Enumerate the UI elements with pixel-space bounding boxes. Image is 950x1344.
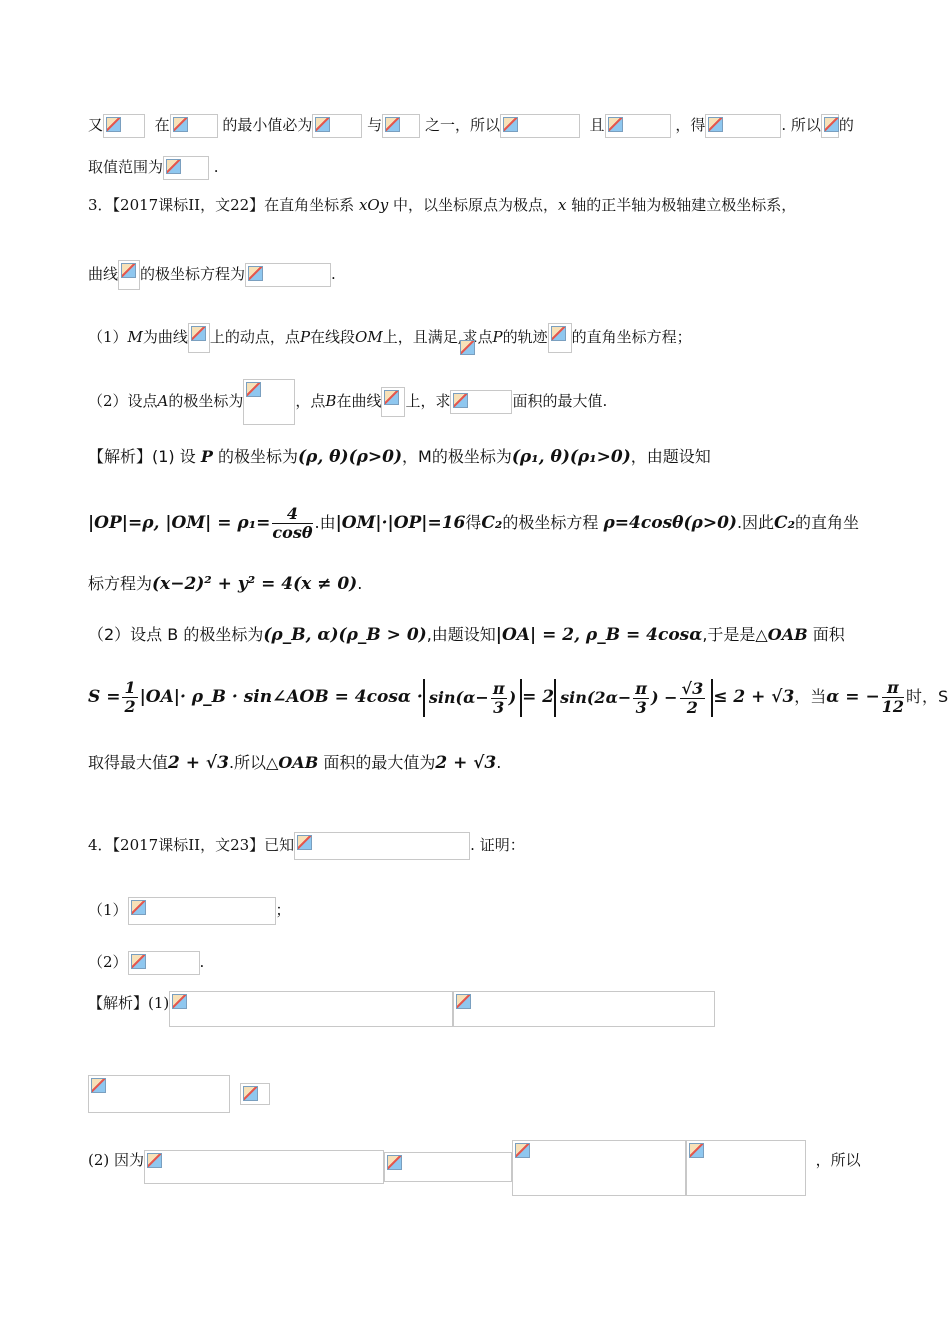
- text: .所以△: [228, 753, 279, 772]
- formula-image: [128, 897, 276, 925]
- text: 之一，所以: [424, 116, 500, 134]
- text: 的直角坐: [795, 513, 860, 532]
- text: . 所以: [781, 116, 821, 134]
- text: 上的动点，点: [209, 328, 300, 346]
- solution-3-line-5: [88, 672, 948, 722]
- text: ，得: [675, 116, 706, 134]
- numerator: π: [635, 678, 647, 698]
- abs-bars: [554, 679, 713, 717]
- math-text: sin(2α−: [560, 687, 632, 707]
- text: 曲线: [88, 265, 119, 283]
- math-text: 2 + √3: [435, 753, 497, 773]
- text: ,求点: [457, 328, 493, 346]
- formula-image: [163, 156, 209, 180]
- text: ,由题设知: [426, 625, 496, 644]
- text: ，点: [295, 392, 326, 410]
- text: 与: [367, 116, 383, 134]
- text: x: [557, 196, 567, 214]
- text: 上，求: [405, 392, 451, 410]
- text: .: [357, 574, 363, 593]
- formula-image: [170, 114, 218, 138]
- formula-image: [245, 263, 331, 287]
- text: 轴的正半轴为极轴建立极坐标系，: [571, 196, 797, 214]
- text: ；: [275, 901, 291, 919]
- math-text: (x−2)² + y² = 4(x ≠ 0): [152, 574, 358, 594]
- text: ，M的极坐标为: [402, 447, 512, 466]
- math-text: sin(α−: [428, 687, 489, 707]
- text: （1）: [88, 328, 128, 346]
- text: 的轨迹: [502, 328, 548, 346]
- solution-3-line-4: [88, 623, 845, 647]
- math-text: ≤ 2 + √3: [713, 687, 795, 707]
- formula-image: [381, 387, 405, 417]
- numerator: 4: [272, 505, 312, 524]
- numerator: √3: [681, 678, 704, 698]
- formula-image: [312, 114, 362, 138]
- text: 在: [154, 116, 170, 134]
- formula-image: [103, 114, 145, 138]
- text: 的极坐标为: [217, 447, 298, 466]
- formula-image: [382, 114, 420, 138]
- fraction: [882, 679, 904, 716]
- text: 的极坐标方程为: [140, 265, 246, 283]
- denominator: 12: [881, 697, 904, 716]
- text: .: [199, 953, 205, 971]
- text: 且: [589, 116, 605, 134]
- formula-image: [240, 1083, 270, 1105]
- text: OAB: [278, 753, 319, 772]
- text: 标方程为: [88, 574, 153, 593]
- text: 得: [465, 513, 482, 532]
- text: 【解析】(1): [88, 994, 170, 1012]
- text: ，由题设知: [630, 447, 711, 466]
- abs-bars: [423, 679, 522, 717]
- text: A: [157, 392, 169, 410]
- math-text: |OM|·|OP|=16: [335, 513, 466, 533]
- formula-image: [512, 1140, 686, 1196]
- formula-image: [450, 390, 512, 414]
- fraction: [680, 680, 706, 717]
- math-text: (ρ, θ)(ρ>0): [298, 447, 403, 467]
- math-text: 2 + √3: [168, 753, 229, 773]
- text-line-1: [88, 113, 854, 137]
- question-4-header: [88, 829, 525, 861]
- math-text: C₂: [481, 513, 503, 533]
- text: 3．【2017课标II，文22】在直角坐标系: [88, 196, 355, 214]
- question-4-part1: [88, 894, 291, 926]
- formula-image: [294, 832, 470, 860]
- math-text: α = −: [826, 687, 880, 707]
- formula-image: [118, 260, 140, 290]
- text: ，当: [794, 687, 827, 706]
- question-3-header: [88, 193, 796, 217]
- text: M: [127, 328, 143, 346]
- formula-image: [548, 323, 572, 353]
- text: .由: [314, 513, 336, 532]
- text: xOy: [358, 196, 389, 214]
- text: （2）: [88, 953, 128, 971]
- math-text: ): [508, 687, 517, 707]
- formula-image: [384, 1152, 512, 1182]
- text: .: [496, 753, 502, 772]
- formula-image: [144, 1150, 384, 1184]
- text: 面积的最大值为: [323, 753, 436, 772]
- math-text: S =: [88, 687, 121, 707]
- text: .: [331, 265, 336, 283]
- text: ，所以: [815, 1151, 861, 1169]
- text: 的最小值必为: [222, 116, 313, 134]
- formula-image: [686, 1140, 806, 1196]
- text: P: [299, 328, 311, 346]
- math-text: C₂: [774, 513, 796, 533]
- math-text: ) −: [651, 687, 678, 707]
- text: .因此: [736, 513, 775, 532]
- math-text: (ρ_B, α)(ρ_B > 0): [263, 625, 427, 645]
- solution-3-line-2: [88, 498, 859, 548]
- text: 取得最大值: [88, 753, 169, 772]
- formula-image: [453, 991, 715, 1027]
- solution-4-line-1: [88, 991, 715, 1029]
- math-text: = 2: [522, 687, 555, 707]
- text: 时，S: [905, 687, 949, 706]
- text: B: [325, 392, 337, 410]
- text: （1）: [88, 901, 128, 919]
- text: OM: [355, 328, 383, 346]
- formula-image: [821, 114, 839, 138]
- text: 面积的最大值.: [512, 392, 608, 410]
- question-3-curve: [88, 258, 336, 290]
- text: 的极坐标为: [168, 392, 244, 410]
- math-text: |OP|=ρ, |OM| = ρ₁=: [88, 513, 271, 533]
- numerator: 1: [124, 678, 136, 697]
- text: 上，且满足: [382, 328, 458, 346]
- question-3-part1: [88, 320, 692, 354]
- denominator: cosθ: [272, 523, 313, 542]
- text: 在曲线: [336, 392, 382, 410]
- text: 中，以坐标原点为极点，: [392, 196, 558, 214]
- math-text: |OA|· ρ_B · sin∠AOB = 4cosα ·: [139, 687, 423, 707]
- text-line-2: [88, 155, 219, 179]
- text: 的极坐标方程: [502, 513, 599, 532]
- formula-image: [243, 379, 295, 425]
- denominator: 2: [124, 697, 136, 716]
- formula-image: [605, 114, 671, 138]
- text: ,于是是△: [702, 625, 768, 644]
- numerator: π: [492, 678, 505, 698]
- math-text: |OA| = 2, ρ_B = 4cosα: [495, 625, 703, 645]
- solution-3-line-1: [88, 445, 711, 469]
- fraction: [272, 505, 312, 542]
- text: P: [492, 328, 503, 346]
- text: . 证明：: [470, 836, 525, 854]
- formula-image: [128, 951, 200, 975]
- solution-4-line-2: [88, 1075, 270, 1113]
- solution-3-line-3: [88, 572, 362, 596]
- formula-image: [88, 1075, 230, 1113]
- denominator: 3: [635, 697, 647, 717]
- text: 在线段: [310, 328, 356, 346]
- denominator: 3: [493, 697, 505, 717]
- formula-image: [705, 114, 781, 138]
- solution-4-line-3: [88, 1140, 861, 1198]
- math-text: ρ=4cosθ(ρ>0): [603, 513, 737, 533]
- text: P: [200, 447, 213, 466]
- denominator: 2: [686, 697, 698, 717]
- text: OAB: [767, 625, 808, 644]
- text: （2）设点: [88, 392, 158, 410]
- text: 为曲线: [142, 328, 188, 346]
- text: 面积: [812, 625, 845, 644]
- text: 取值范围为: [88, 158, 164, 176]
- numerator: π: [882, 679, 904, 698]
- math-text: (ρ₁, θ)(ρ₁>0): [511, 447, 631, 467]
- formula-image: [188, 323, 210, 353]
- text: 又: [88, 116, 104, 134]
- fraction: [491, 680, 507, 717]
- solution-3-line-6: [88, 751, 501, 775]
- text: .: [213, 158, 219, 176]
- formula-image: [500, 114, 580, 138]
- formula-image: [169, 991, 453, 1027]
- question-4-part2: [88, 948, 204, 976]
- text: 4．【2017课标II，文23】已知: [88, 836, 295, 854]
- question-3-part2: [88, 377, 607, 425]
- text: (2) 因为: [88, 1151, 145, 1169]
- text: （2）设点 B 的极坐标为: [88, 625, 264, 644]
- fraction: [122, 679, 137, 716]
- text: 的: [838, 116, 854, 134]
- text: 的直角坐标方程；: [571, 328, 692, 346]
- fraction: [633, 680, 649, 717]
- text: 【解析】(1) 设: [88, 447, 196, 466]
